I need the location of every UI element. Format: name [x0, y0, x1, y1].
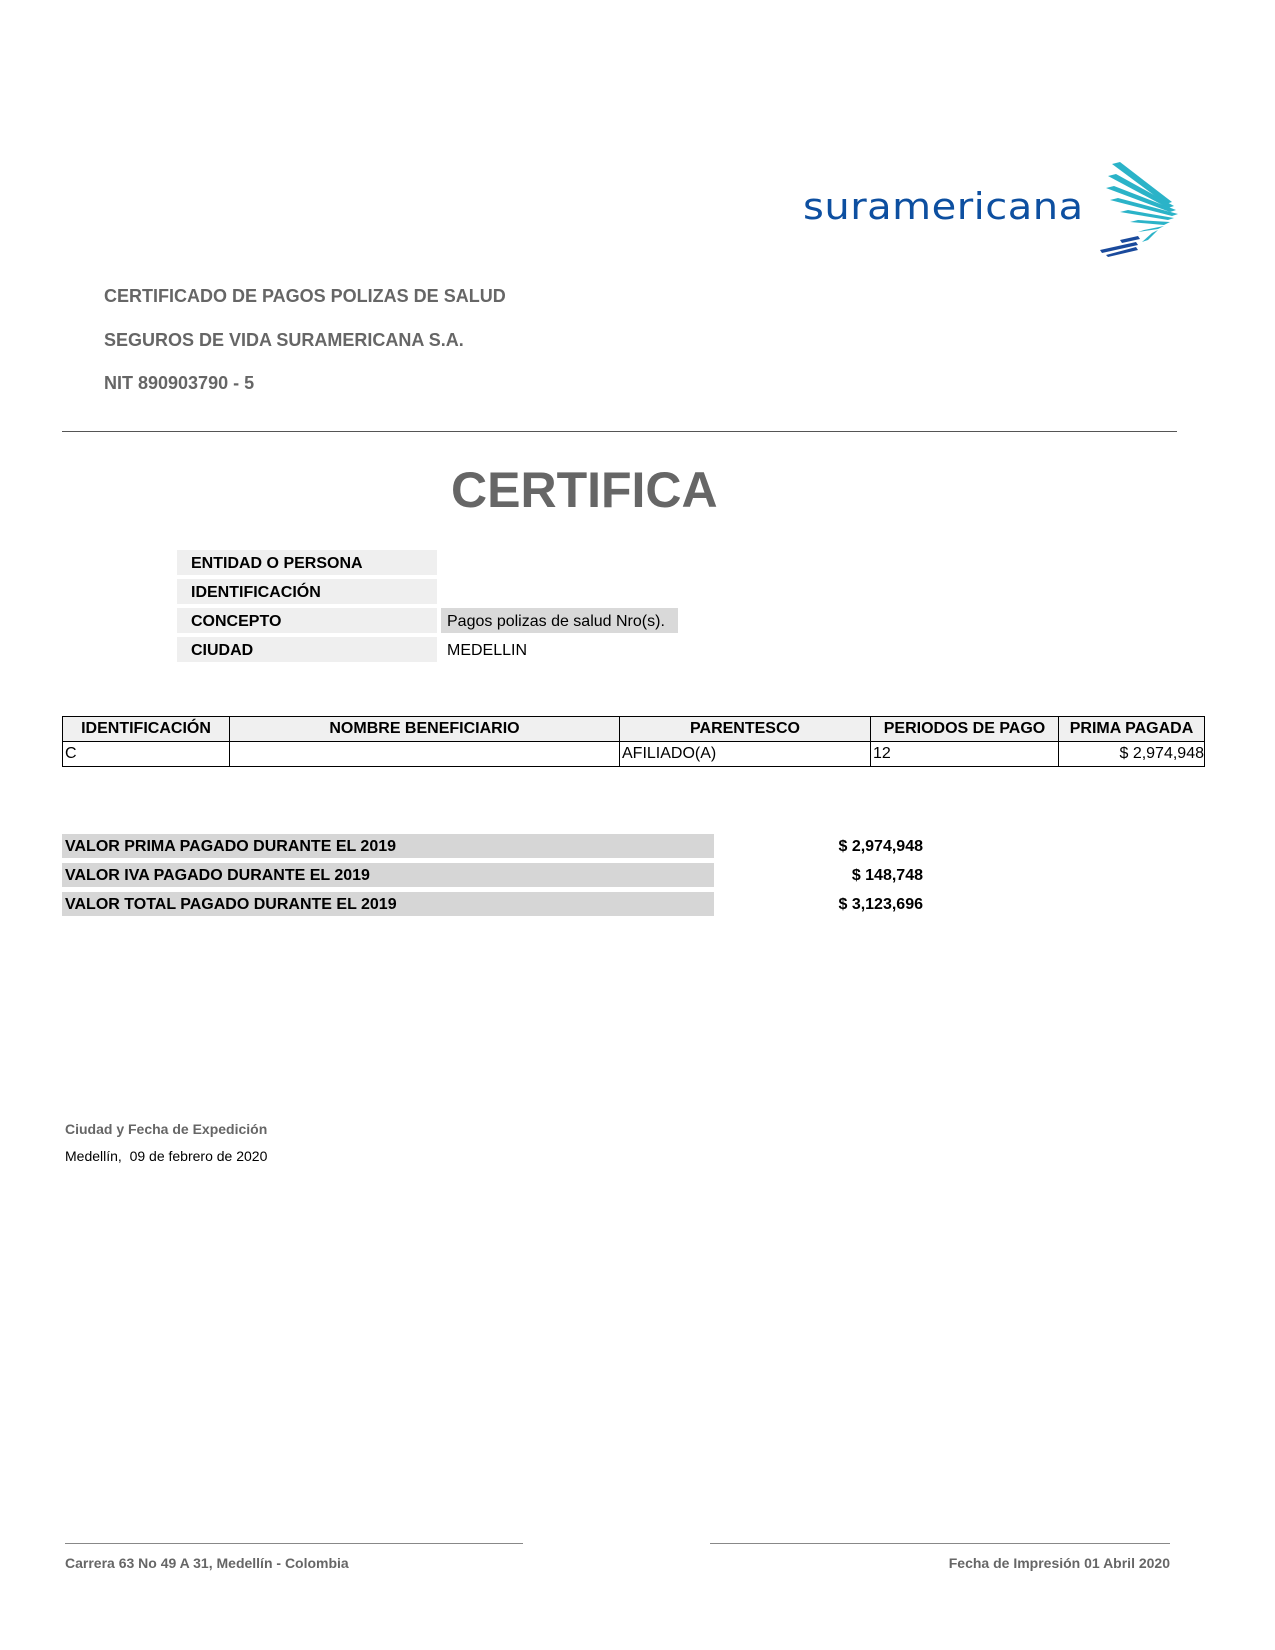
column-header-prima: PRIMA PAGADA — [1059, 717, 1205, 742]
footer-address: Carrera 63 No 49 A 31, Medellín - Colombia — [65, 1555, 349, 1571]
wing-icon — [1100, 162, 1178, 257]
cell-prima: $ 2,974,948 — [1059, 742, 1205, 767]
table-row — [63, 742, 1205, 767]
footer-print-date: Fecha de Impresión 01 Abril 2020 — [948, 1555, 1170, 1571]
certificate-title: CERTIFICADO DE PAGOS POLIZAS DE SALUD — [104, 286, 506, 306]
company-name: SEGUROS DE VIDA SURAMERICANA S.A. — [104, 330, 464, 350]
page-title: CERTIFICA — [451, 462, 718, 518]
cell-identificacion: C — [63, 742, 230, 767]
summary-label-iva: VALOR IVA PAGADO DURANTE EL 2019 — [62, 863, 714, 887]
detail-label-ciudad: CIUDAD — [177, 637, 437, 662]
expedition-label: Ciudad y Fecha de Expedición — [65, 1121, 268, 1137]
summary-label-prima: VALOR PRIMA PAGADO DURANTE EL 2019 — [62, 834, 714, 858]
detail-label-identificacion: IDENTIFICACIÓN — [177, 579, 437, 604]
detail-value-concepto: Pagos polizas de salud Nro(s). — [441, 608, 678, 633]
footer-divider-left — [65, 1543, 523, 1544]
column-header-periodos: PERIODOS DE PAGO — [871, 717, 1059, 742]
cell-nombre — [230, 742, 620, 767]
summary-value-prima: $ 2,974,948 — [838, 838, 923, 855]
header-divider — [62, 431, 1177, 432]
summary-value-total: $ 3,123,696 — [838, 896, 923, 913]
table-header-row — [63, 717, 1205, 742]
expedition-value: Medellín, 09 de febrero de 2020 — [65, 1148, 268, 1164]
column-header-parentesco: PARENTESCO — [620, 717, 871, 742]
detail-value-entidad — [441, 550, 447, 575]
detail-value-identificacion — [441, 579, 447, 604]
column-header-nombre: NOMBRE BENEFICIARIO — [230, 717, 620, 742]
detail-label-concepto: CONCEPTO — [177, 608, 437, 633]
column-header-identificacion: IDENTIFICACIÓN — [63, 717, 230, 742]
detail-value-ciudad: MEDELLIN — [447, 642, 528, 659]
detail-label-entidad: ENTIDAD O PERSONA — [177, 550, 437, 575]
summary-label-total: VALOR TOTAL PAGADO DURANTE EL 2019 — [62, 892, 714, 916]
cell-parentesco: AFILIADO(A) — [620, 742, 871, 767]
cell-periodos: 12 — [871, 742, 1059, 767]
beneficiary-table — [62, 716, 1205, 767]
company-nit: NIT 890903790 - 5 — [104, 373, 255, 393]
company-logo-text: suramericana — [803, 186, 1084, 229]
summary-value-iva: $ 148,748 — [851, 867, 923, 884]
footer-divider-right — [710, 1543, 1170, 1544]
